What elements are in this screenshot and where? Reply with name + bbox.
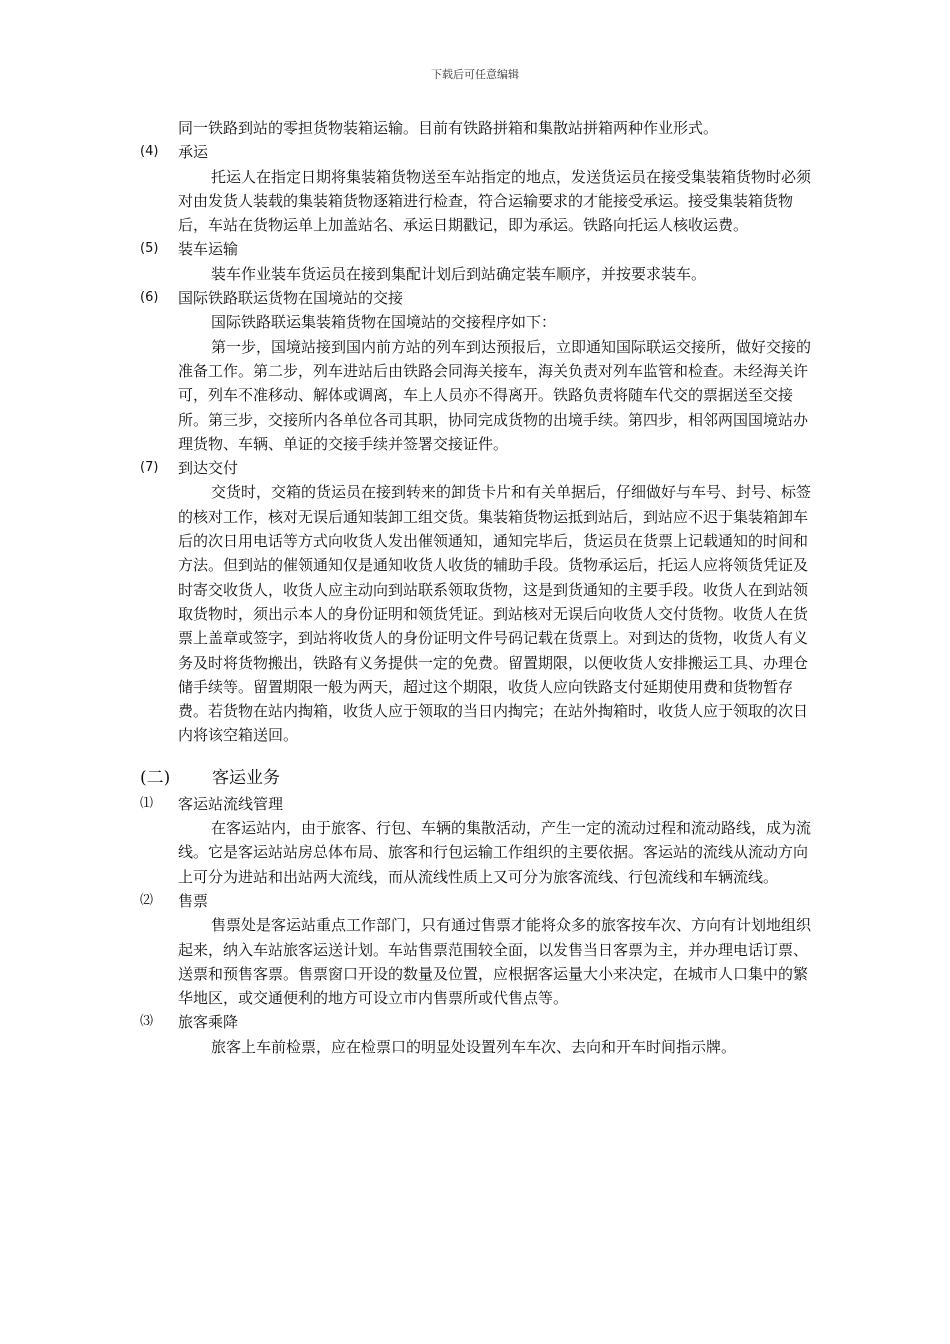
list-item-heading <box>140 237 820 261</box>
list-item-heading <box>140 456 820 480</box>
list-item-heading <box>140 140 820 164</box>
item-title: 装车运输 <box>178 240 239 259</box>
item-title: 到达交付 <box>178 459 239 478</box>
list-item-heading <box>140 889 820 913</box>
item-title: 售票 <box>178 891 209 910</box>
item-number: ⑶ <box>140 1014 154 1030</box>
paragraph: 在客运站内，由于旅客、行包、车辆的集散活动，产生一定的流动过程和流动路线，成为流线。它是客运站站房总体布局、旅客和行包运输工作组织的主要依据。客运站的流线从流动方向上可分为进站和出站两大流线，而从流线性质上又可分为旅客流线、行包流线和车辆流线。 <box>178 819 812 886</box>
paragraph: 装车作业装车货运员在接到集配计划后到站确定装车顺序，并按要求装车。 <box>211 264 707 283</box>
paragraph: 同一铁路到站的零担货物装箱运输。目前有铁路拼箱和集散站拼箱两种作业形式。 <box>178 119 719 137</box>
page-header: 下载后可任意编辑 <box>431 68 519 81</box>
item-title: 客运站流线管理 <box>178 794 284 813</box>
item-title: 承运 <box>178 143 209 162</box>
item-number: ⑵ <box>140 892 154 908</box>
item-number: (6) <box>140 290 159 306</box>
paragraph: 旅客上车前检票，应在检票口的明显处设置列车车次、去向和开车时间指示牌。 <box>211 1037 737 1056</box>
document-body <box>140 116 820 1059</box>
section-title: 客运业务 <box>212 767 280 788</box>
paragraph: 第一步，国境站接到国内前方站的列车到达预报后，立即通知国际联运交接所，做好交接的准备工作。第二步，列车进站后由铁路会同海关接车，海关负责对列车监管和检查。未经海关许可，列车不准移动、解体或调离，车上人员亦不得离开。铁路负责将随车代交的票据送至交接所。第三步，交接所内各单位各司其职，协同完成货物的出境手续。第四步，相邻两国国境站办理货物、车辆、单证的交接手续并签署交接证件。 <box>178 337 812 453</box>
section-number: (二) <box>140 767 171 788</box>
paragraph: 托运人在指定日期将集装箱货物送至车站指定的地点，发送货运员在接受集装箱货物时必须对由发货人装载的集装箱货物逐箱进行检查，符合运输要求的才能接受承运。接受集装箱货物后，车站在货物运单上加盖站名、承运日期戳记，即为承运。铁路向托运人核收运费。 <box>178 167 812 235</box>
list-item-heading <box>140 286 820 310</box>
paragraph: 国际铁路联运集装箱货物在国境站的交接程序如下： <box>211 313 557 332</box>
item-title: 国际铁路联运货物在国境站的交接 <box>178 289 404 308</box>
item-number: ⑴ <box>140 795 154 811</box>
item-number: (5) <box>140 241 159 257</box>
list-item-heading <box>140 792 820 816</box>
paragraph: 交货时，交箱的货运员在接到转来的卸货卡片和有关单据后，仔细做好与车号、封号、标签的核对工作，核对无误后通知装卸工组交货。集装箱货物运抵到站后，到站应不迟于集装箱卸车后的次日用电话等方式向收货人发出催领通知，通知完毕后，货运员在货票上记载通知的时间和方法。但到站的催领通知仅是通知收货人收货的辅助手段。货物承运后，托运人应将领货凭证及时寄交收货人，收货人应主动向到站联系领取货物，这是到货通知的主要手段。收货人在到站领取货物时，须出示本人的身份证明和领货凭证。到站核对无误后向收货人交付货物。收货人在货票上盖章或签字，到站将收货人的身份证明文件号码记载在货票上。对到达的货物，收货人有义务及时将货物搬出，铁路有义务提供一定的免费。留置期限，以便收货人安排搬运工具、办理仓储手续等。留置期限一般为两天，超过这个期限，收货人应向铁路支付延期使用费和货物暂存费。若货物在站内掏箱，收货人应于领取的当日内掏完；在站外掏箱时，收货人应于领取的次日内将该空箱送回。 <box>178 483 812 745</box>
list-item-heading <box>140 1010 820 1034</box>
item-title: 旅客乘降 <box>178 1013 239 1032</box>
section-heading <box>140 764 820 792</box>
item-number: (4) <box>140 144 159 160</box>
item-number: (7) <box>140 460 159 476</box>
paragraph: 售票处是客运站重点工作部门，只有通过售票才能将众多的旅客按车次、方向有计划地组织起来，纳入车站旅客运送计划。车站售票范围较全面，以发售当日客票为主，并办理电话订票、送票和预售客票。售票窗口开设的数量及位置，应根据客运量大小来决定，在城市人口集中的繁华地区，或交通便利的地方可设立市内售票所或代售点等。 <box>178 916 812 1008</box>
